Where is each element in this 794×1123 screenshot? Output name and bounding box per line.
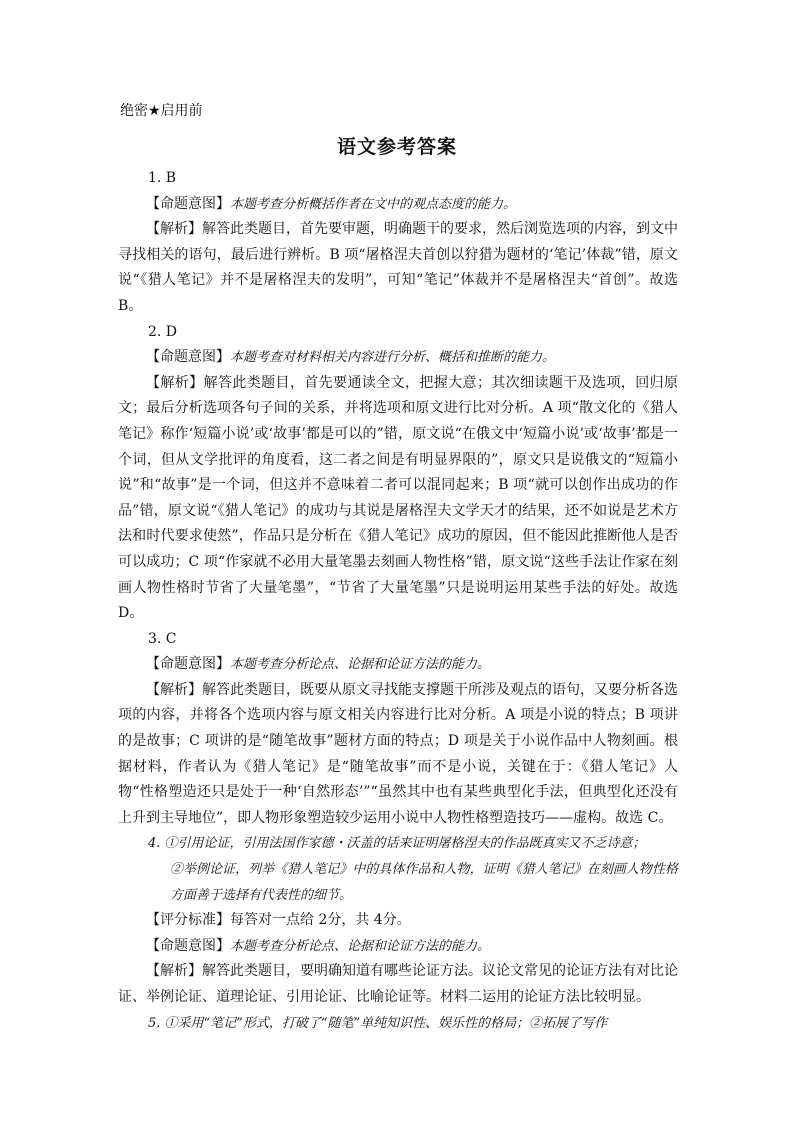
page-title: 语文参考答案 [336,136,457,158]
q1-number: 1. B [148,170,177,186]
q1-intent [118,192,678,218]
intent-tag: 【命题意图】 [146,656,230,673]
intent-tag: 【命题意图】 [146,349,230,366]
q4-answer [118,831,678,908]
q4-intent [118,934,678,960]
q2-analysis [118,371,678,627]
q4-answer-line2: ②举例论证，列举《猎人笔记》中的具体作品和人物，证明《猎人笔记》在刻画人物性格方面善于选择有代表性的细节。 [170,862,678,903]
intent-text: 本题考查分析论点、论据和论证方法的能力。 [230,657,491,673]
q3-analysis [118,678,678,832]
analysis-tag: 【解析】 [146,374,204,391]
q3-number: 3. C [148,630,177,647]
q4-answer-line1: 4. ①引用论证，引用法国作家德・沃盖的话来证明屠格涅夫的作品既真实又不乏诗意； [148,836,646,852]
secret-label: 绝密★启用前 [120,103,203,119]
analysis-tag: 【解析】 [146,221,202,238]
intent-text: 本题考查分析概括作者在文中的观点态度的能力。 [230,196,517,212]
q4-analysis [118,959,678,1010]
q5-answer [118,1011,678,1037]
intent-tag: 【命题意图】 [146,195,230,212]
q1-analysis [118,217,678,319]
score-tag: 【评分标准】 [146,912,230,929]
analysis-text: 解答此类题目，首先要审题，明确题干的要求，然后浏览选项的内容，到文中寻找相关的语句，最后进行辨析。B 项“屠格涅夫首创以狩猎为题材的‘笔记’体裁”错，原文说“《猎人笔记》并不是屠格涅夫的发明”，可知“笔记”体裁并不是屠格涅夫“首创”。故选 B。 [118,221,678,314]
q3-intent [118,652,678,678]
intent-text: 本题考查对材料相关内容进行分析、概括和推断的能力。 [230,350,556,366]
analysis-text: 解答此类题目，要明确知道有哪些论证方法。议论文常见的论证方法有对比论证、举例论证、道理论证、引用论证、比喻论证等。材料二运用的论证方法比较明显。 [118,963,678,1005]
answer-content [118,166,678,1036]
q5-answer-line1: 5. ①采用“笔记”形式，打破了“随笔”单纯知识性、娱乐性的格局；②拓展了写作 [148,1015,608,1031]
q2-number: 2. D [148,323,178,340]
score-text: 每答对一点给 2分，共 4分。 [230,912,411,929]
analysis-tag: 【解析】 [146,963,202,980]
analysis-text: 解答此类题目，首先要通读全文，把握大意；其次细读题干及选项，回归原文；最后分析选项各句子间的关系，并将选项和原文进行比对分析。A 项“散文化的《猎人笔记》称作‘短篇小说’或‘故事’都是可以的”错，原文说“在俄文中‘短篇小说’或‘故事’都是一个词，但从文学批评的角度看，这二者之间是有明显界限的”，原文只是说俄文的“短篇小说”和“故事”是一个词，但这并不意味着二者可以混同起来；B 项“就可以创作出成功的作品”错，原文说“《猎人笔记》的成功与其说是屠格涅夫文学天才的结果，还不如说是艺术方法和时代要求使然”，作品只是分析在《猎人笔记》成功的原因，但不能因此推断他人是否可以成功；C 项“作家就不必用大量笔墨去刻画人物性格”错，原文说“这些手法让作家在刻画人物性格时节省了大量笔墨”，“节省了大量笔墨”只是说明运用某些手法的好处。故选 D。 [118,374,679,622]
analysis-text: 解答此类题目，既要从原文寻找能支撑题干所涉及观点的语句，又要分析各选项的内容，并将各个选项内容与原文相关内容进行比对分析。A 项是小说的特点；B 项讲的是故事；C 项讲的是“随笔故事”题材方面的特点；D 项是关于小说作品中人物刻画。根据材料，作者认为《猎人笔记》是“随笔故事”而不是小说，关键在于：《猎人笔记》人物“性格塑造还只是处于一种‘自然形态’”“虽然其中也有某些典型化手法，但典型化还没有上升到主导地位”，即人物形象塑造较少运用小说中人物性格塑造技巧——虚构。故选 C。 [118,681,678,826]
q2-intent [118,345,678,371]
intent-tag: 【命题意图】 [146,937,230,954]
intent-text: 本题考查分析论点、论据和论证方法的能力。 [230,938,491,954]
analysis-tag: 【解析】 [146,681,202,698]
q4-score [118,908,678,934]
